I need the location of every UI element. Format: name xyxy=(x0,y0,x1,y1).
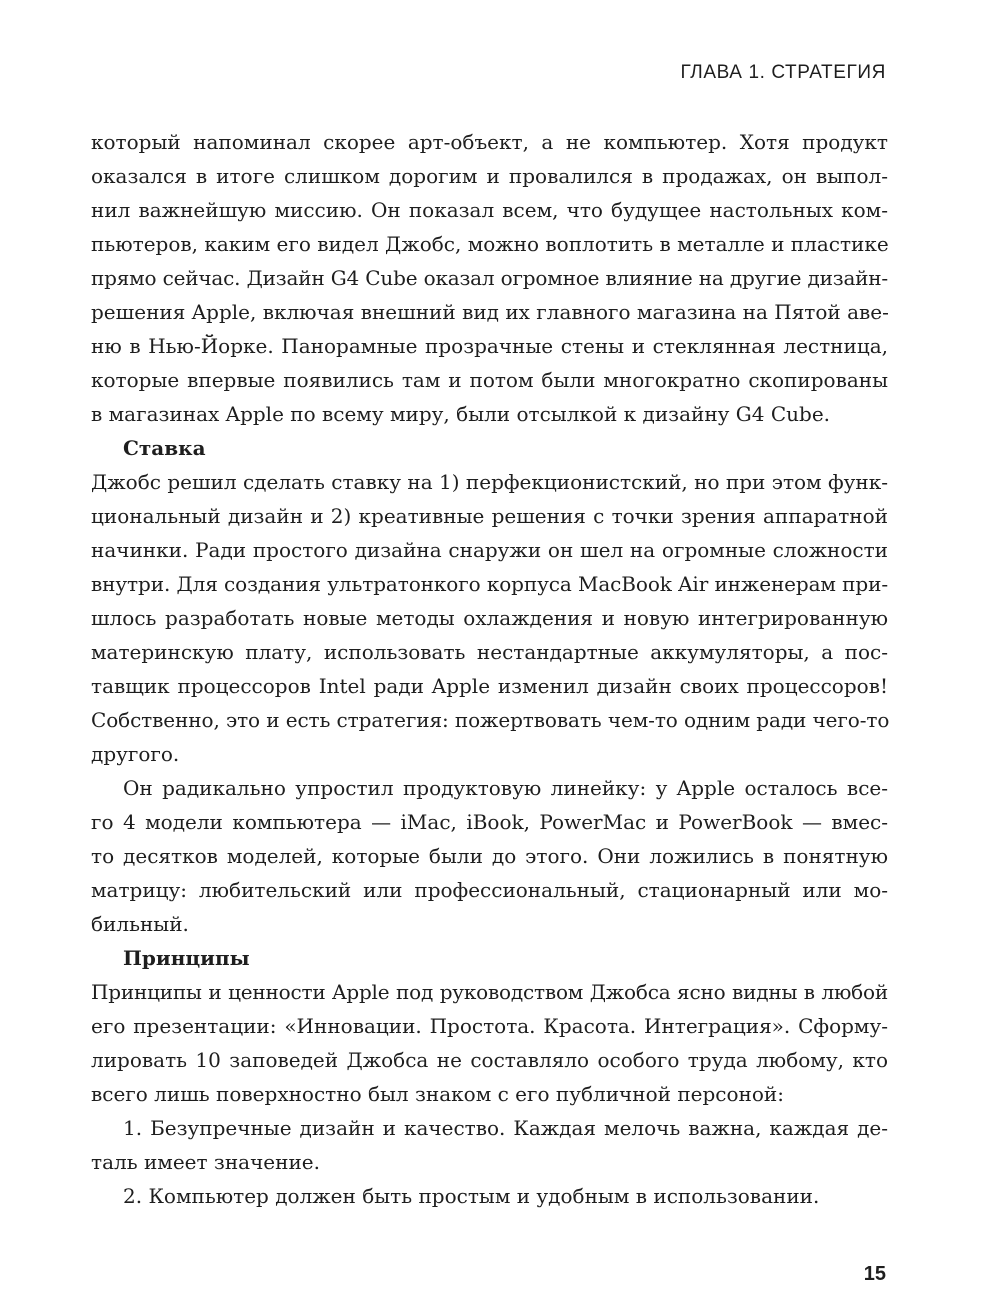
text-line: 1. Безупречные дизайн и качество. Каждая мелочь важна, каждая де- xyxy=(123,1116,888,1140)
text-line: которые впервые появились там и потом были многократно скопированы xyxy=(91,368,888,392)
page-body xyxy=(91,125,888,1213)
text-line: матрицу: любительский или профессиональный, стационарный или мо- xyxy=(91,878,888,902)
section-heading-stavka: Ставка xyxy=(123,436,206,460)
text-line: таль имеет значение. xyxy=(91,1150,320,1174)
text-line: циональный дизайн и 2) креативные решения с точки зрения аппаратной xyxy=(91,504,888,528)
text-line: пьютеров, каким его видел Джобс, можно воплотить в металле и пластике xyxy=(91,232,889,256)
text-line: его презентации: «Инновации. Простота. Красота. Интеграция». Сформу- xyxy=(91,1014,888,1038)
text-line: который напоминал скорее арт-объект, а не компьютер. Хотя продукт xyxy=(91,130,888,154)
page-number: 15 xyxy=(863,1263,886,1285)
text-line: то десятков моделей, которые были до этого. Они ложились в понятную xyxy=(91,844,888,868)
text-line: материнскую плату, использовать нестандартные аккумуляторы, а пос- xyxy=(91,640,888,664)
text-line: тавщик процессоров Intel ради Apple изменил дизайн своих процессоров! xyxy=(91,674,888,698)
text-line: внутри. Для создания ультратонкого корпуса MacBook Air инженерам при- xyxy=(91,572,888,596)
text-line: лировать 10 заповедей Джобса не составляло особого труда любому, кто xyxy=(91,1048,888,1072)
text-line: начинки. Ради простого дизайна снаружи он шел на огромные сложности xyxy=(91,538,888,562)
text-line: 2. Компьютер должен быть простым и удобным в использовании. xyxy=(123,1184,820,1208)
text-line: прямо сейчас. Дизайн G4 Cube оказал огромное влияние на другие дизайн- xyxy=(91,266,888,290)
text-line: другого. xyxy=(91,742,180,766)
text-line: бильный. xyxy=(91,912,189,936)
text-line: Принципы и ценности Apple под руководством Джобса ясно видны в любой xyxy=(91,980,888,1004)
paragraph-product-line xyxy=(91,771,888,941)
paragraph-g4-cube xyxy=(91,125,888,431)
list-item-1 xyxy=(91,1111,888,1179)
text-line: го 4 модели компьютера — iMac, iBook, PowerMac и PowerBook — вмес- xyxy=(91,810,888,834)
paragraph-stavka xyxy=(91,465,888,771)
text-line: ню в Нью-Йорке. Панорамные прозрачные стены и стеклянная лестница, xyxy=(91,334,888,358)
list-item-2 xyxy=(91,1179,888,1213)
text-line: в магазинах Apple по всему миру, были отсылкой к дизайну G4 Cube. xyxy=(91,402,831,426)
text-line: шлось разработать новые методы охлаждения и новую интегрированную xyxy=(91,606,888,630)
text-line: всего лишь поверхностно был знаком с его публичной персоной: xyxy=(91,1082,784,1106)
text-line: Он радикально упростил продуктовую линейку: у Apple осталось все- xyxy=(123,776,888,800)
section-heading-principles: Принципы xyxy=(123,946,250,970)
paragraph-principles xyxy=(91,975,888,1111)
running-head: ГЛАВА 1. СТРАТЕГИЯ xyxy=(680,62,886,83)
text-line: Джобс решил сделать ставку на 1) перфекционистский, но при этом функ- xyxy=(91,470,888,494)
text-line: оказался в итоге слишком дорогим и провалился в продажах, он выпол- xyxy=(91,164,888,188)
text-line: нил важнейшую миссию. Он показал всем, что будущее настольных ком- xyxy=(91,198,888,222)
text-line: решения Apple, включая внешний вид их главного магазина на Пятой аве- xyxy=(91,300,889,324)
text-line: Собственно, это и есть стратегия: пожертвовать чем-то одним ради чего-то xyxy=(91,708,890,732)
